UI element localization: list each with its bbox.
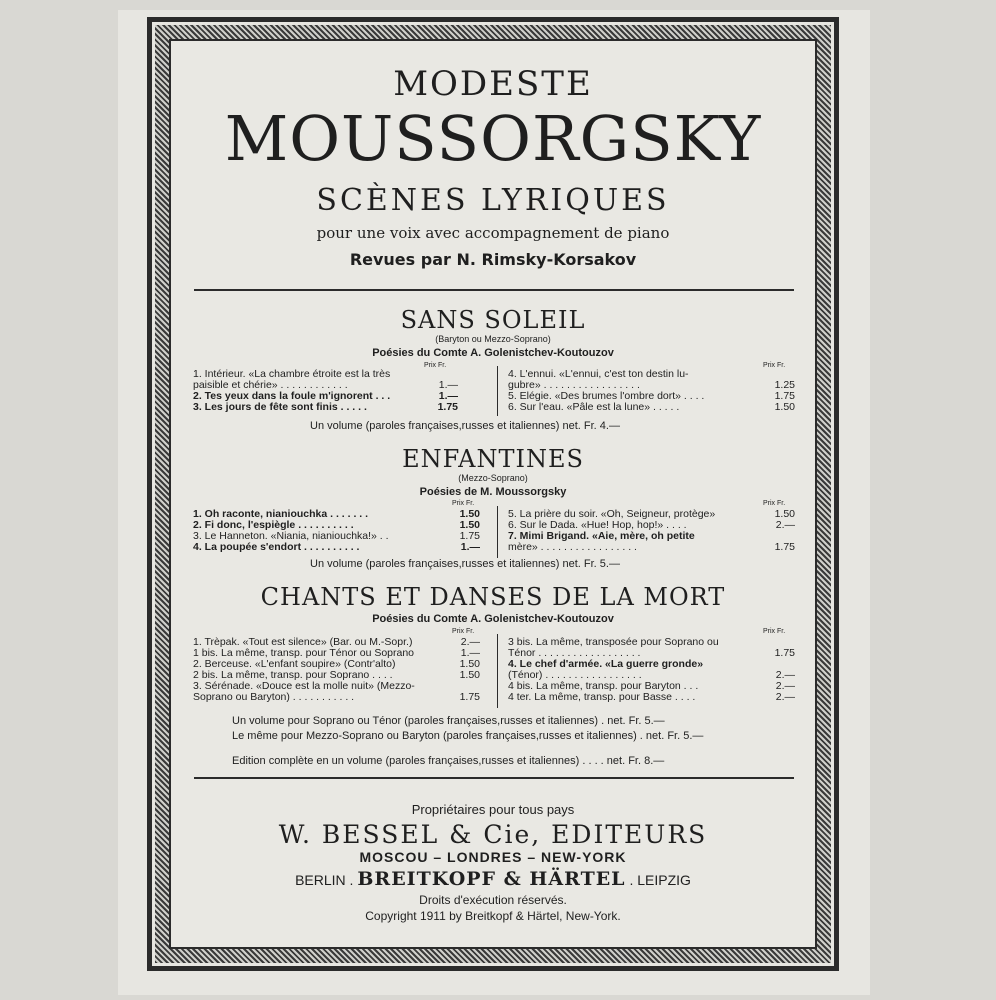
column-divider [497, 506, 498, 558]
list-item: 6. Sur l'eau. «Pâle est la lune» . . . . . 1.50 [508, 401, 795, 413]
list-item: 6. Sur le Dada. «Hue! Hop, hop!» . . . . 2.— [508, 519, 795, 531]
list-item: 2. Tes yeux dans la foule m'ignorent . . . 1.— [193, 390, 458, 402]
section-title-sans-soleil: SANS SOLEIL [400, 306, 586, 334]
section-voice-enfantines: (Mezzo-Soprano) [458, 473, 528, 483]
item-list-chants-left [193, 637, 480, 703]
collection-subtitle: pour une voix avec accompagnement de piano [316, 224, 670, 242]
list-item: 1. Oh raconte, nianiouchka . . . . . . . 1.50 [193, 508, 480, 520]
price-header: Prix Fr. [424, 362, 447, 369]
list-item: 1 bis. La même, transp. pour Ténor ou Soprano 1.— [193, 647, 480, 659]
list-item: 2. Fi donc, l'espiègle . . . . . . . . . . 1.50 [193, 519, 480, 531]
section-voice-sans-soleil: (Baryton ou Mezzo-Soprano) [435, 334, 551, 344]
list-item: 5. Elégie. «Des brumes l'ombre dort» . . . . 1.75 [508, 390, 795, 402]
section-title-enfantines: ENFANTINES [402, 445, 584, 473]
list-item: Soprano ou Baryton) . . . . . . . . . . . 1.75 [193, 691, 480, 703]
revised-by: Revues par N. Rimsky-Korsakov [349, 250, 637, 269]
city-leipzig: . LEIPZIG [629, 872, 691, 888]
list-item: 3 bis. La même, transposée pour Soprano ou [508, 636, 719, 648]
volume-soprano-tenor: Un volume pour Soprano ou Ténor (paroles françaises,russes et italiennes) . net. Fr. 5.— [232, 715, 665, 727]
list-item: 5. La prière du soir. «Oh, Seigneur, protège» 1.50 [508, 508, 795, 520]
item-list-enfantines-right [508, 509, 795, 553]
composer-first-name: MODESTE [393, 64, 593, 104]
distributor-line [169, 868, 817, 890]
list-item: 3. Les jours de fête sont finis . . . . . 1.75 [193, 401, 458, 413]
header-rule [194, 289, 794, 291]
price-header: Prix Fr. [763, 362, 786, 369]
owners-line: Propriétaires pour tous pays [411, 802, 575, 817]
section-title-chants: CHANTS ET DANSES DE LA MORT [260, 583, 726, 611]
list-item: 4. Le chef d'armée. «La guerre gronde» [508, 658, 704, 670]
list-item: 4. L'ennui. «L'ennui, c'est ton destin lu- [508, 368, 689, 380]
list-item: (Ténor) . . . . . . . . . . . . . . . . . 2.— [508, 669, 795, 681]
list-item: 2 bis. La même, transp. pour Soprano . . . . 1.50 [193, 669, 480, 681]
collection-title: SCÈNES LYRIQUES [316, 183, 670, 218]
column-divider [497, 634, 498, 708]
section-poet-chants: Poésies du Comte A. Golenistchev-Koutouzov [372, 613, 614, 625]
city-berlin: BERLIN . [295, 872, 354, 888]
price-header: Prix Fr. [452, 628, 475, 635]
list-item: mère» . . . . . . . . . . . . . . . . . 1.75 [508, 541, 795, 553]
column-divider [497, 366, 498, 416]
section-poet-sans-soleil: Poésies du Comte A. Golenistchev-Koutouzov [372, 347, 614, 359]
list-item: gubre» . . . . . . . . . . . . . . . . . 1.25 [508, 379, 795, 391]
list-item: paisible et chérie» . . . . . . . . . . . . 1.— [193, 379, 458, 391]
price-header: Prix Fr. [763, 628, 786, 635]
list-item: 1. Intérieur. «La chambre étroite est la très [193, 368, 391, 380]
list-item: 7. Mimi Brigand. «Aie, mère, oh petite [508, 530, 695, 542]
list-item: 4. La poupée s'endort . . . . . . . . . . 1.— [193, 541, 480, 553]
list-item: 2. Berceuse. «L'enfant soupire» (Contr'alto) 1.50 [193, 658, 480, 670]
publisher-name: W. BESSEL & Cie, EDITEURS [278, 820, 708, 849]
publisher-cities: MOSCOU – LONDRES – NEW-YORK [359, 849, 627, 865]
list-item: Ténor . . . . . . . . . . . . . . . . . . 1.75 [508, 647, 795, 659]
list-item: 1. Trèpak. «Tout est silence» (Bar. ou M.-Sopr.) 2.— [193, 636, 480, 648]
item-list-chants-right [508, 637, 795, 703]
distributor-name: BREITKOPF & HÄRTEL [357, 868, 626, 890]
item-list-sans-soleil-right [508, 369, 795, 413]
rights-reserved: Droits d'exécution réservés. [419, 893, 567, 907]
composer-last-name: MOUSSORGSKY [224, 102, 762, 175]
item-list-sans-soleil-left [193, 369, 458, 413]
price-header: Prix Fr. [452, 500, 475, 507]
footer-rule [194, 777, 794, 779]
item-list-enfantines-left [193, 509, 480, 553]
complete-edition: Edition complète en un volume (paroles françaises,russes et italiennes) . . . . net. Fr. 8.— [232, 755, 665, 767]
price-header: Prix Fr. [763, 500, 786, 507]
copyright-line: Copyright 1911 by Breitkopf & Härtel, New-York. [365, 909, 621, 923]
section-poet-enfantines: Poésies de M. Moussorgsky [419, 486, 567, 498]
volume-enfantines: Un volume (paroles françaises,russes et italiennes) net. Fr. 5.— [310, 558, 620, 570]
list-item: 3. Le Hanneton. «Niania, nianiouchka!» . . 1.75 [193, 530, 480, 542]
volume-mezzo-baryton: Le même pour Mezzo-Soprano ou Baryton (paroles françaises,russes et italiennes) . net. Fr. 5.— [232, 730, 704, 742]
list-item: 3. Sérénade. «Douce est la molle nuit» (Mezzo- [193, 680, 415, 692]
list-item: 4 ter. La même, transp. pour Basse . . . . 2.— [508, 691, 795, 703]
list-item: 4 bis. La même, transp. pour Baryton . . . 2.— [508, 680, 795, 692]
volume-sans-soleil: Un volume (paroles françaises,russes et italiennes) net. Fr. 4.— [310, 420, 620, 432]
